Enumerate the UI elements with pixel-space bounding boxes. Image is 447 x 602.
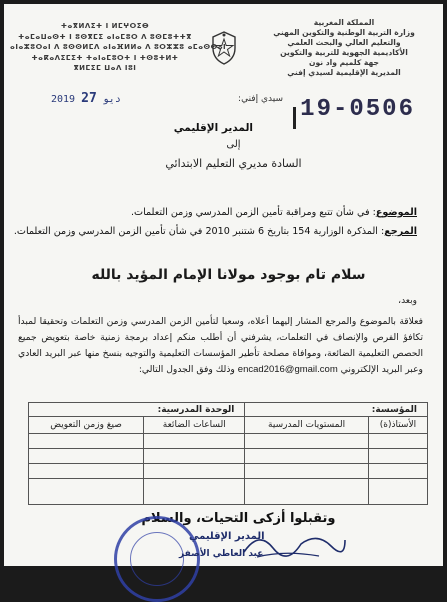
place-label: سيدي إفني:: [238, 94, 283, 104]
header-line: وزارة التربية الوطنية والتكوين المهني: [273, 28, 415, 37]
column-header: صيغ وزمن التعويض: [29, 417, 144, 434]
body-tail: وذلك وفق الجدول التالي:: [138, 364, 235, 375]
header-line: والتعليم العالي والبحث العلمي: [287, 38, 401, 47]
ministry-header-arabic: [259, 18, 429, 78]
table-cell: [144, 464, 245, 479]
date-day: 27: [81, 91, 97, 106]
signature-title: المدير الإقليمي: [189, 531, 265, 542]
header-line: المديرية الإقليمية لسيدي إفني: [287, 68, 401, 77]
table-cell: [144, 479, 245, 505]
header-line: ⵜⴰⵎⴰⵡⴰⵙⵜ ⵏ ⵓⵙⴳⵎⵉ ⴰⵏⴰⵎⵓⵔ ⴷ ⵓⵙⵎⵓⵜⵜⴳ: [18, 32, 192, 41]
ministry-header-tifinagh: [10, 21, 227, 74]
header-line: ⵜⴰⴽⴰⴷⵉⵎⵉⵜ ⵜⴰⵏⴰⵎⵓⵔⵜ ⵏ ⵜⵙⵓⵜⵍⵜ: [31, 53, 179, 62]
reference-bracket: [293, 107, 296, 129]
column-header: الساعات الضائعة: [144, 417, 245, 434]
table-cell: [368, 434, 427, 449]
letter: [4, 4, 443, 566]
reference-text: : المذكرة الوزارية 154 بتاريخ 6 شتنبر 2010 في شأن تأمين الزمن المدرسي وزمن التعلمات.: [13, 226, 385, 237]
table-cell: [29, 479, 144, 505]
stamp-inner-ring: [130, 532, 184, 586]
reference-label: المرجع: [384, 226, 417, 237]
table-header-row: [29, 403, 428, 417]
table-cell: [144, 434, 245, 449]
header-line: ⵜⴰⴳⵍⴷⵉⵜ ⵏ ⵍⵎⵖⵔⵉⴱ: [60, 22, 150, 30]
institution-cell: المؤسسة:: [245, 403, 428, 417]
table-cell: [144, 449, 245, 464]
table-cell: [245, 449, 369, 464]
table-cell: [245, 464, 369, 479]
signature-name: عبد العاطي الأصفر: [179, 549, 264, 559]
body-text: فعلاقة بالموضوع والمرجع المشار إليهما أعلاه، وسعيا لتأمين الزمن المدرسي وزمن التعلمات وتحقيقا لمبدأ تكافؤ الفرص والإنصاف في التعلمات، يشرفني أن أطلب منكم إعداد برمجة زمنية خاصة بتعويض جميع الحصص التعليمية الضائعة، وموافاة مصلحة تأطير المؤسسات التعليمية والتوجيه بنسخ منها عبر البريد العادي وعبر البريد الإلكتروني: [18, 316, 423, 375]
header-line: جهة كلميم واد نون: [309, 58, 379, 67]
recipient: السادة مديري التعليم الابتدائي: [165, 157, 302, 170]
table-cell: [29, 464, 144, 479]
table-row: [29, 449, 428, 464]
salutation: سلام تام بوجود مولانا الإمام المؤيد بالله: [91, 267, 366, 283]
table-cell: [368, 479, 427, 505]
column-header: المستويات المدرسية: [245, 417, 369, 434]
reference-line: [0, 226, 417, 237]
header-line: الأكاديمية الجهوية للتربية والتكوين: [280, 48, 408, 57]
email-address: encad2016@gmail.com: [237, 364, 338, 375]
table-cell: [245, 434, 369, 449]
compensation-table: [28, 402, 428, 505]
date-year: 2019: [51, 94, 76, 105]
header-line: ⴳⵍⵎⵉⵎ ⵡⴰⴷ ⵏⵓⵏ: [73, 64, 137, 72]
school-unit-cell: الوحدة المدرسية:: [29, 403, 245, 417]
table-cell: [29, 434, 144, 449]
table-cell: [368, 449, 427, 464]
moroccan-emblem-icon: [209, 30, 239, 66]
transition-phrase: وبعد،: [398, 296, 417, 306]
closing-line: وتقبلوا أزكى التحيات، والسلام: [141, 511, 336, 526]
table-cell: [245, 479, 369, 505]
column-header: الأستاذ(ة): [368, 417, 427, 434]
table-columns-row: [29, 417, 428, 434]
subject-line: [0, 207, 417, 218]
table-row: [29, 464, 428, 479]
document-page: [4, 4, 443, 566]
date-stamp: [51, 91, 121, 106]
body-paragraph: [18, 314, 423, 378]
header-line: المملكة المغربية: [313, 18, 375, 27]
header-line: ⴰⵏⴰⵣⵓⵔⴰⵏ ⴷ ⵓⵙⵙⵍⵎⴷ ⴰⵏⴰⴼⵍⵍⴰ ⴷ ⵓⵔⵣⵣⵓ ⴰⵎⴰⵙⵙⴰⵏ: [10, 43, 227, 51]
recipient-preposition: إلى: [226, 139, 241, 150]
date-month: ديو: [102, 94, 121, 105]
table-cell: [29, 449, 144, 464]
subject-label: الموضوع: [375, 207, 417, 218]
table-row: [29, 479, 428, 505]
reference-number: 19-0506: [300, 96, 415, 123]
table-cell: [368, 464, 427, 479]
subject-text: : في شأن تتبع ومراقبة تأمين الزمن المدرسي وزمن التعلمات.: [130, 207, 376, 218]
sender-title: المدير الإقليمي: [173, 122, 253, 134]
table-row: [29, 434, 428, 449]
